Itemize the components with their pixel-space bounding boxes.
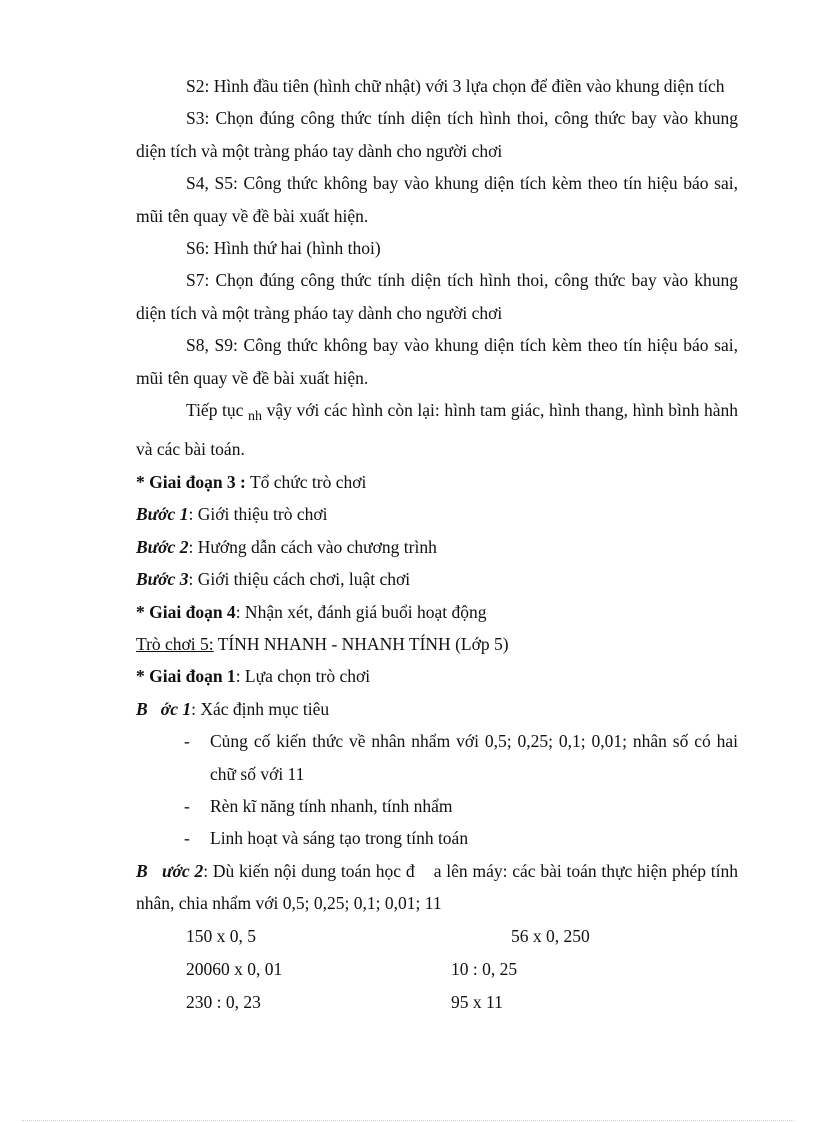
stage4-heading: * Giai đoạn 4: [136, 601, 236, 622]
step1-label: Bước 1: [136, 504, 189, 525]
game5-label: Trò chơi 5:: [136, 633, 214, 654]
page-bottom-divider: [22, 1120, 794, 1121]
stage3-step3: [136, 563, 738, 595]
stage1-text: : Lựa chọn trò chơi: [235, 666, 371, 687]
goal-bullet: [136, 822, 738, 854]
calculation-row: [136, 986, 738, 1019]
bullet-dash: -: [184, 731, 190, 752]
stage1-step2: [136, 855, 743, 920]
paragraph-s3: S3: Chọn đúng công thức tính diện tích hình thoi, công thức bay vào khung diện tích và một tràng pháo tay dành cho người chơi: [136, 108, 738, 161]
stage3-text: Tổ chức trò chơi: [245, 471, 367, 492]
calculation-row: [136, 920, 738, 953]
calculation-item: 95 x 11: [451, 991, 503, 1012]
calculation-item: 230 : 0, 23: [186, 991, 261, 1012]
step3-text: : Giới thiệu cách chơi, luật chơi: [188, 569, 411, 590]
calculation-item: 20060 x 0, 01: [186, 958, 283, 979]
step1-text: : Giới thiệu trò chơi: [188, 504, 328, 525]
game5-title: TÍNH NHANH - NHANH TÍNH (Lớp 5): [213, 633, 509, 654]
step2-text: : Hướng dẫn cách vào chương trình: [188, 536, 437, 557]
paragraph-s8-s9: S8, S9: Công thức không bay vào khung diện tích kèm theo tín hiệu báo sai, mũi tên quay về đề bài xuất hiện.: [136, 335, 738, 388]
stage4-line: [136, 596, 738, 628]
goal-bullet: [136, 725, 738, 790]
game5-title-line: [136, 628, 738, 660]
goal-bullet: [136, 790, 738, 822]
goal-bullet-text: Linh hoạt và sáng tạo trong tính toán: [210, 828, 469, 849]
stage1-step1: [136, 693, 738, 725]
stage4-text: : Nhận xét, đánh giá buổi hoạt động: [235, 601, 487, 622]
continue-text-start: Tiếp tục: [186, 400, 249, 421]
calculation-item: 56 x 0, 250: [511, 925, 590, 946]
continue-text-small: nh: [248, 409, 263, 425]
stage3-line: [136, 466, 738, 498]
paragraph-s2: S2: Hình đầu tiên (hình chữ nhật) với 3 lựa chọn để điền vào khung diện tích: [186, 76, 725, 96]
continue-text-end: vậy với các hình còn lại: hình tam giác, hình thang, hình bình hành và các bài toán.: [136, 400, 738, 460]
goal-bullet-text: Củng cố kiến thức về nhân nhẩm với 0,5; 0,25; 0,1; 0,01; nhân số có hai chữ số với 11: [210, 731, 738, 784]
stage1-heading: * Giai đoạn 1: [136, 666, 236, 687]
document-body: [136, 70, 743, 1019]
bullet-dash: -: [184, 795, 190, 816]
step3-label: Bước 3: [136, 569, 189, 590]
paragraph-s4-s5: S4, S5: Công thức không bay vào khung diện tích kèm theo tín hiệu báo sai, mũi tên quay về đề bài xuất hiện.: [136, 173, 738, 226]
paragraph-continue: [136, 394, 738, 466]
calculation-row: [136, 953, 738, 986]
paragraph-s7: S7: Chọn đúng công thức tính diện tích hình thoi, công thức bay vào khung diện tích và một tràng pháo tay dành cho người chơi: [136, 270, 738, 323]
calculation-item: 150 x 0, 5: [186, 925, 256, 946]
calculation-item: 10 : 0, 25: [451, 958, 518, 979]
stage3-heading: * Giai đoạn 3 :: [136, 471, 246, 492]
goal-bullet-text: Rèn kĩ năng tính nhanh, tính nhẩm: [210, 795, 453, 816]
paragraph-s6: S6: Hình thứ hai (hình thoi): [186, 238, 381, 259]
stage3-step2: [136, 531, 738, 563]
stage3-step1: [136, 498, 738, 530]
stage1-line: [136, 660, 738, 692]
step2-label: Bước 2: [136, 536, 189, 557]
stage1-step2-label: B ước 2: [136, 860, 204, 881]
stage1-step1-text: : Xác định mục tiêu: [191, 698, 330, 719]
stage1-step1-label: B ớc 1: [136, 698, 192, 719]
bullet-dash: -: [184, 828, 190, 849]
stage1-step2-text: : Dù kiến nội dung toán học đ a lên máy: các bài toán thực hiện phép tính nhân, chia nhẩm với 0,5; 0,25; 0,1; 0,01; 11: [136, 860, 743, 914]
